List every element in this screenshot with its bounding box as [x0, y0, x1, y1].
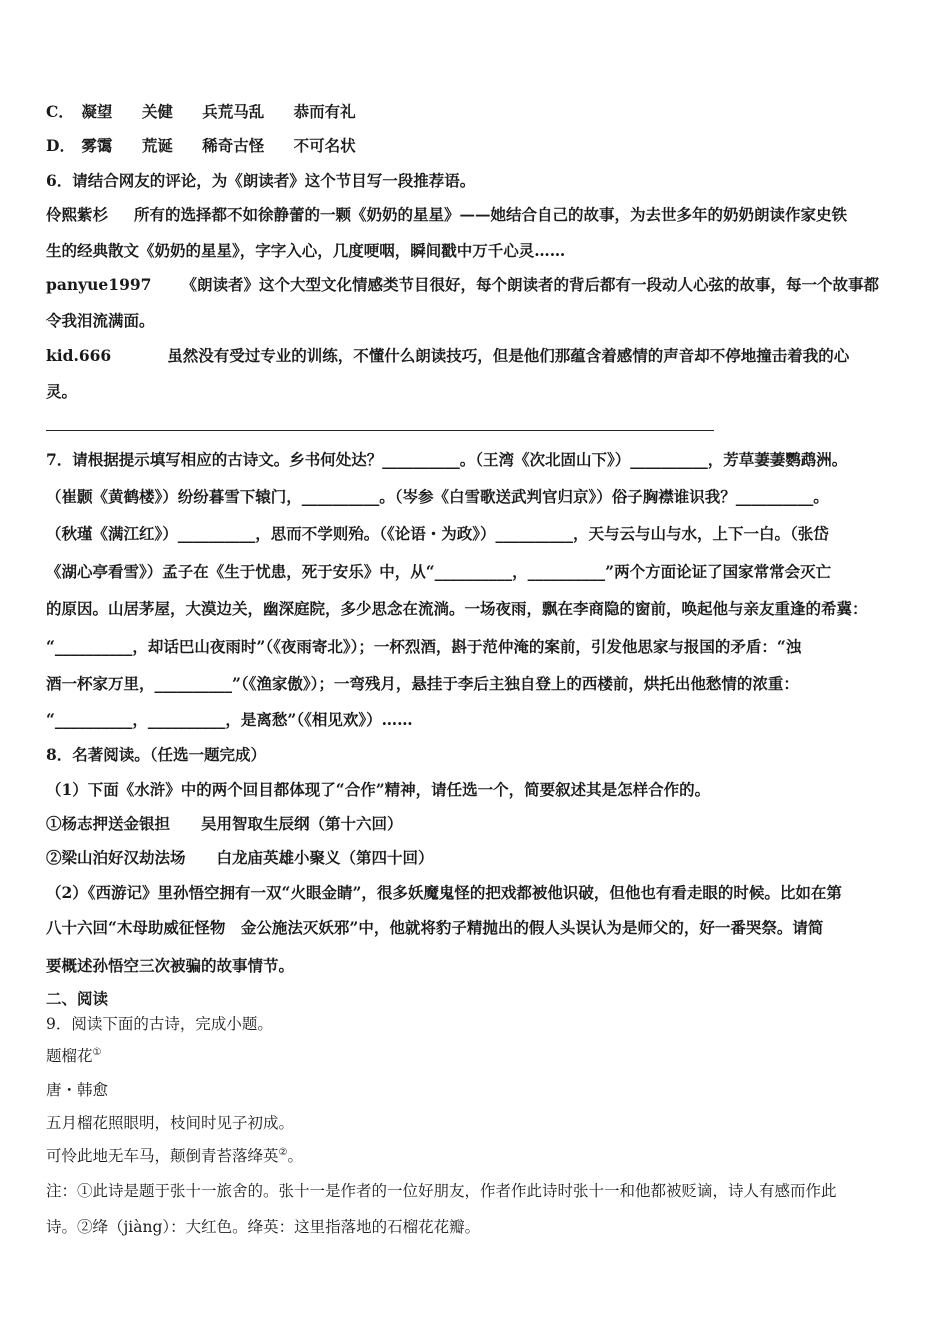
poem-line-end: 。 — [287, 1147, 303, 1165]
poem-title-text: 题榴花 — [46, 1047, 93, 1065]
option-word: 关健 — [141, 102, 173, 121]
comment-1-line-1 — [46, 204, 910, 226]
option-c — [46, 101, 910, 123]
comment-user: 伶熙紫杉 — [46, 205, 109, 224]
q7-line: （秋瑾《满江红》）__________，思而不学则殆。（《论语・为政》）__________，天与云与山与水，上下一白。（张岱 — [46, 524, 829, 543]
q7-line: “__________，__________，是离愁”（《相见欢》）…… — [46, 710, 413, 729]
option-d — [46, 135, 910, 157]
option-word: 凝望 — [81, 102, 113, 121]
option-word: 不可名状 — [293, 136, 356, 155]
poem-title — [46, 1045, 910, 1067]
option-word: 雾霭 — [81, 136, 113, 155]
note-line: 注：①此诗是题于张十一旅舍的。张十一是作者的一位好朋友，作者作此诗时张十一和他都被贬谪，诗人有感而作此 — [46, 1182, 837, 1200]
q8-part-2-line: 八十六回“木母助威征怪物 金公施法灭妖邪”中，他就将豹子精抛出的假人头误认为是师父的，好一番哭祭。请简 — [46, 918, 824, 937]
comment-text: 所有的选择都不如徐静蕾的一颗《奶奶的星星》——她结合自己的故事，为去世多年的奶奶朗读作家史铁 — [134, 205, 848, 224]
poem-line: 五月榴花照眼明，枝间时见子初成。 — [46, 1114, 295, 1132]
q8-prompt: 8．名著阅读。（任选一题完成） — [46, 745, 267, 764]
option-word: 恭而有礼 — [293, 102, 356, 121]
comment-2-line-2: 令我泪流满面。 — [46, 311, 155, 330]
q9-prompt: 9．阅读下面的古诗，完成小题。 — [46, 1015, 273, 1033]
poem-line — [46, 1145, 910, 1167]
option-word: 荒诞 — [141, 136, 173, 155]
q7-line: 《湖心亭看雪》）孟子在《生于忧患，死于安乐》中，从“__________，__________”两个方面论证了国家常常会灭亡 — [46, 562, 832, 581]
option-letter: D． — [46, 136, 75, 155]
option-word: 稀奇古怪 — [202, 136, 265, 155]
comment-2-line-1 — [46, 274, 910, 296]
footnote-mark: ② — [278, 1146, 288, 1158]
q8-part-2-line: 要概述孙悟空三次被骗的故事情节。 — [46, 956, 295, 975]
poem-author: 唐・韩愈 — [46, 1081, 109, 1099]
comment-3-line-2: 灵。 — [46, 382, 78, 401]
comment-text: 《朗读者》这个大型文化情感类节目很好，每个朗读者的背后都有一段动人心弦的故事，每一个故事都 — [181, 275, 879, 294]
footnote-mark: ① — [92, 1046, 102, 1058]
q6-prompt: 6．请结合网友的评论，为《朗读者》这个节目写一段推荐语。 — [46, 171, 476, 190]
comment-3-line-1 — [46, 345, 910, 367]
q7-line: “__________，却话巴山夜雨时”（《夜雨寄北》）；一杯烈酒，斟于范仲淹的案前，引发他思家与报国的矛盾：“浊 — [46, 637, 802, 656]
q7-line: 酒一杯家万里，__________”（《渔家傲》）；一弯残月，悬挂于李后主独自登上的西楼前，烘托出他愁情的浓重： — [46, 674, 799, 693]
q8-part-1: （1）下面《水浒》中的两个回目都体现了“合作”精神，请任选一个，简要叙述其是怎样合作的。 — [46, 780, 711, 799]
comment-user: kid.666 — [46, 346, 112, 365]
answer-line — [46, 430, 714, 431]
option-word: 兵荒马乱 — [202, 102, 265, 121]
q8-item-2: ②梁山泊好汉劫法场 白龙庙英雄小聚义（第四十回） — [46, 848, 434, 867]
poem-line-text: 可怜此地无车马，颠倒青苔落绛英 — [46, 1147, 279, 1165]
comment-user: panyue1997 — [46, 275, 152, 294]
q7-line: 的原因。山居茅屋，大漠边关，幽深庭院，多少思念在流淌。一场夜雨，飘在李商隐的窗前，唤起他与亲友重逢的希冀： — [46, 599, 868, 618]
comment-text: 虽然没有受过专业的训练，不懂什么朗读技巧，但是他们那蕴含着感情的声音却不停地撞击着我的心 — [167, 346, 850, 365]
q8-item-1: ①杨志押送金银担 吴用智取生辰纲（第十六回） — [46, 814, 403, 833]
section-heading: 二、阅读 — [46, 989, 109, 1008]
q7-line: （崔颢《黄鹤楼》）纷纷暮雪下辕门，__________。（岑参《白雪歌送武判官归京》）俗子胸襟谁识我？__________。 — [46, 487, 829, 506]
note-line: 诗。②绛（jiàng）：大红色。绛英：这里指落地的石榴花花瓣。 — [46, 1218, 481, 1236]
option-letter: C． — [46, 102, 74, 121]
q7-line: 7．请根据提示填写相应的古诗文。乡书何处达？__________。（王湾《次北固山下》）__________，芳草萋萋鹦鹉洲。 — [46, 450, 848, 469]
q8-part-2-line: （2）《西游记》里孙悟空拥有一双“火眼金睛”，很多妖魔鬼怪的把戏都被他识破，但他也有看走眼的时候。比如在第 — [46, 883, 842, 902]
comment-1-line-2: 生的经典散文《奶奶的星星》，字字入心，几度哽咽，瞬间戳中万千心灵…… — [46, 241, 566, 260]
